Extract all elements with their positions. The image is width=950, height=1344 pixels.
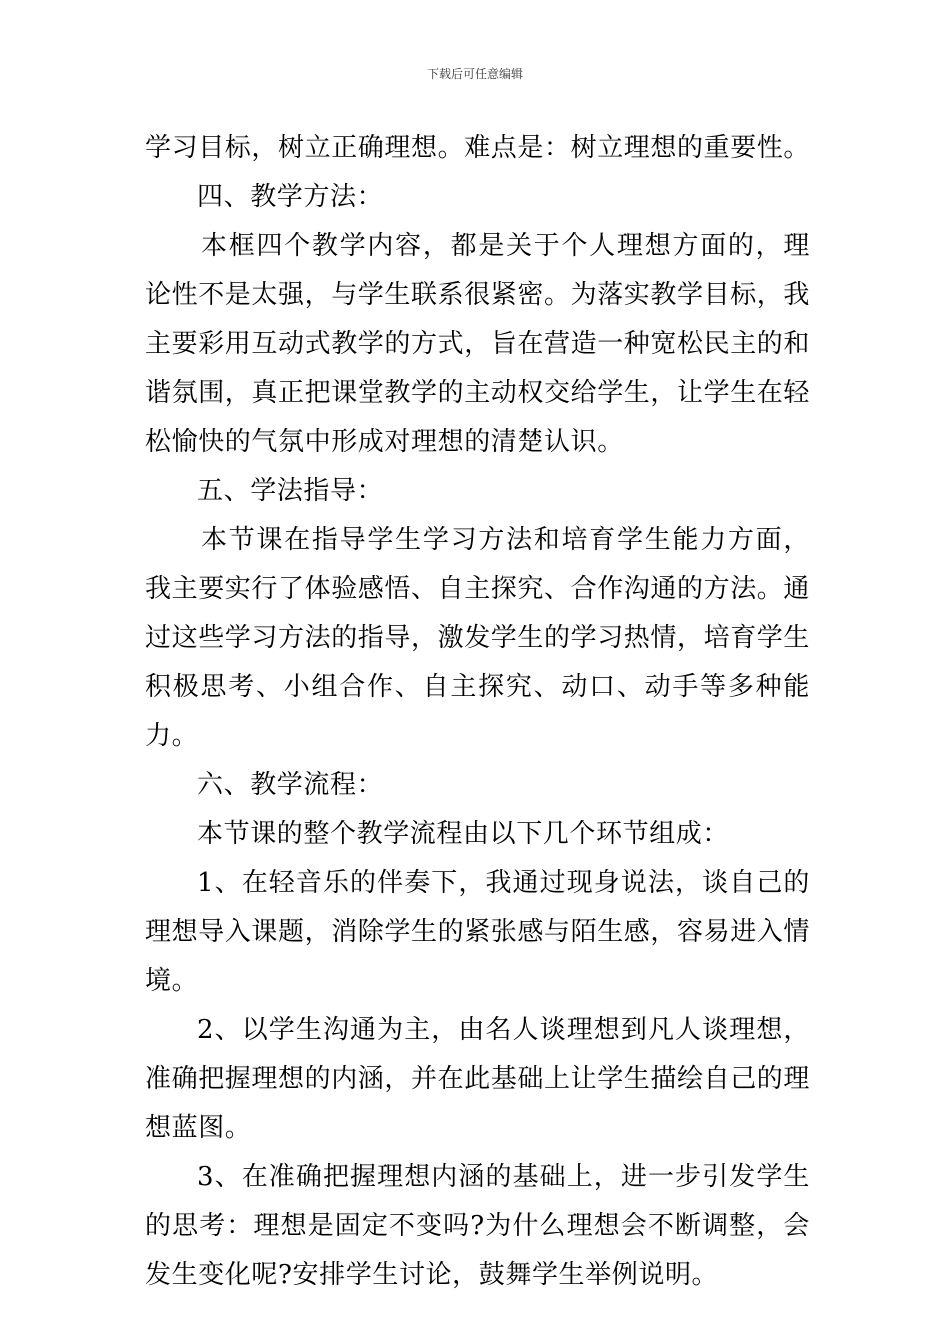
paragraph-step-1: 1、在轻音乐的伴奏下，我通过现身说法，谈自己的理想导入课题，消除学生的紧张感与陌生感，容易进入情境。 xyxy=(145,868,811,996)
section-heading-teaching-method: 四、教学方法： xyxy=(197,182,384,212)
page-header-note: 下载后可任意编辑 xyxy=(426,67,523,81)
paragraph-teaching-method: 本框四个教学内容，都是关于个人理想方面的，理论性不是太强，与学生联系很紧密。为落实教学目标，我主要彩用互动式教学的方式，旨在营造一种宽松民主的和谐氛围，真正把课堂教学的主动权交给学生，让学生在轻松愉快的气氛中形成对理想的清楚认识。 xyxy=(145,231,811,457)
paragraph-1: 学习目标，树立正确理想。难点是：树立理想的重要性。 xyxy=(145,133,811,163)
section-heading-study-guidance: 五、学法指导： xyxy=(197,476,384,506)
document-body xyxy=(145,124,810,1300)
paragraph-process-intro: 本节课的整个教学流程由以下几个环节组成： xyxy=(197,819,730,849)
paragraph-step-2: 2、以学生沟通为主，由名人谈理想到凡人谈理想，准确把握理想的内涵，并在此基础上让学生描绘自己的理想蓝图。 xyxy=(145,1015,811,1143)
paragraph-study-guidance: 本节课在指导学生学习方法和培育学生能力方面，我主要实行了体验感悟、自主探究、合作沟通的方法。通过这些学习方法的指导，激发学生的学习热情，培育学生积极思考、小组合作、自主探究、动口、动手等多种能力。 xyxy=(145,525,811,751)
paragraph-step-3: 3、在准确把握理想内涵的基础上，进一步引发学生的思考：理想是固定不变吗?为什么理想会不断调整，会发生变化呢?安排学生讨论，鼓舞学生举例说明。 xyxy=(145,1162,810,1290)
section-heading-teaching-process: 六、教学流程： xyxy=(197,770,384,800)
